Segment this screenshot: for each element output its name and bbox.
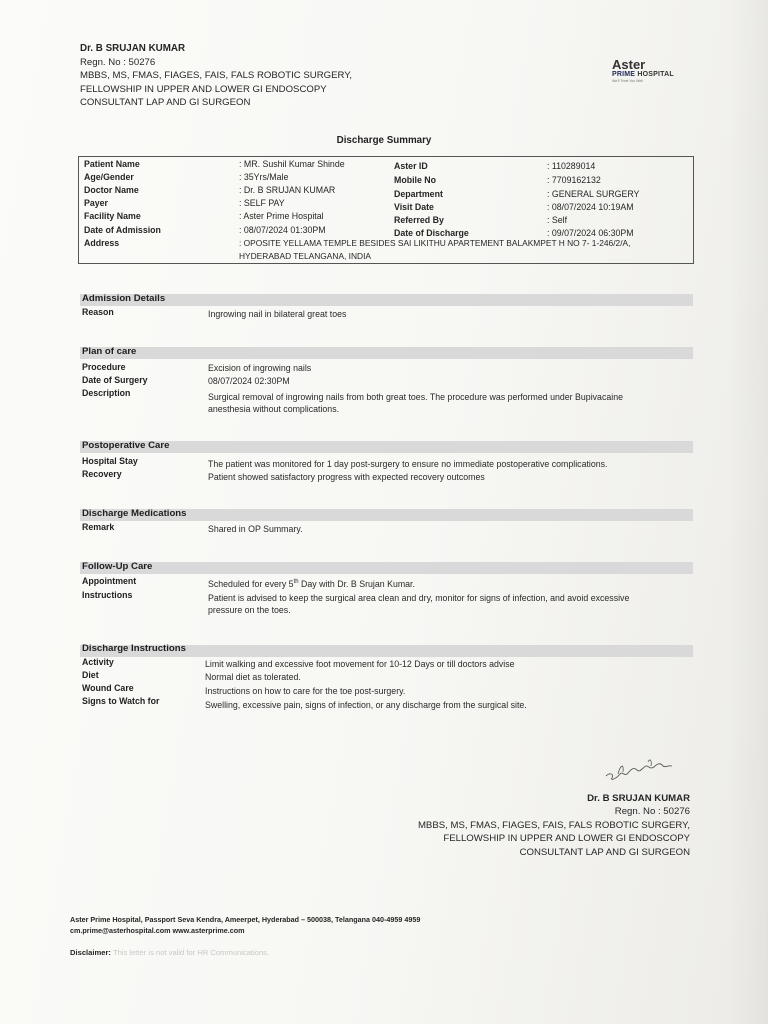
medications-section-title: Discharge Medications [82, 508, 187, 519]
instructions-value-line-1: Patient is advised to keep the surgical area clean and dry, monitor for signs of infection, and avoid excessive [208, 593, 630, 603]
postop-section-title: Postoperative Care [82, 440, 170, 451]
appointment-text-start: Scheduled for every 5 [208, 578, 294, 589]
doctor-regn: Regn. No : 50276 [80, 56, 156, 68]
logo-prime: PRIME [612, 71, 636, 78]
disclaimer [70, 948, 269, 957]
doctor-name-label: Doctor Name [84, 185, 139, 195]
age-gender-label: Age/Gender [84, 172, 134, 182]
surgery-date-value: 08/07/2024 02:30PM [208, 376, 290, 386]
description-label: Description [82, 388, 131, 398]
admission-section-bar [80, 294, 693, 306]
footer-address-line: Aster Prime Hospital, Passport Seva Kendra, Ameerpet, Hyderabad – 500038, Telangana 040-4959 4959 [70, 915, 421, 924]
remark-label: Remark [82, 522, 115, 532]
discharge-date-label: Date of Discharge [394, 228, 469, 238]
department-label: Department [394, 189, 443, 199]
appointment-superscript: th [293, 579, 299, 585]
recovery-value: Patient showed satisfactory progress with expected recovery outcomes [208, 472, 485, 482]
procedure-label: Procedure [82, 362, 126, 372]
patient-name-label: Patient Name [84, 159, 140, 169]
logo-hospital: HOSPITAL [637, 71, 674, 78]
doctor-qualification-3: CONSULTANT LAP AND GI SURGEON [80, 97, 251, 109]
signature-qualification-2: FELLOWSHIP IN UPPER AND LOWER GI ENDOSCOPY [443, 833, 690, 845]
recovery-label: Recovery [82, 469, 122, 479]
mobile-label: Mobile No [394, 175, 437, 185]
address-label: Address [84, 238, 120, 248]
logo-tagline: We'll Treat You Well [612, 79, 643, 83]
signature-block [418, 792, 690, 859]
footer-contact-line: cm.prime@asterhospital.com www.asterprime.com [70, 926, 245, 935]
facility-label: Facility Name [84, 211, 141, 221]
payer-value: : SELF PAY [239, 198, 285, 208]
signature-qualification-1: MBBS, MS, FMAS, FIAGES, FAIS, FALS ROBOTIC SURGERY, [417, 819, 690, 831]
appointment-value [208, 576, 678, 590]
discharge-section-title: Discharge Instructions [82, 643, 186, 654]
description-value-line-1: Surgical removal of ingrowing nails from both great toes. The procedure was performed under Bupivacaine [208, 392, 623, 402]
doctor-name: Dr. B SRUJAN KUMAR [80, 43, 186, 54]
signature-qualification-3: CONSULTANT LAP AND GI SURGEON [519, 846, 690, 858]
doctor-qualification-1: MBBS, MS, FMAS, FIAGES, FAIS, FALS ROBOTIC SURGERY, [80, 70, 353, 82]
description-value-line-2: anesthesia without complications. [208, 404, 340, 414]
referred-by-label: Referred By [394, 215, 444, 225]
signature-image [600, 752, 680, 786]
address-value-line-2: HYDERABAD TELANGANA, INDIA [239, 251, 372, 261]
mobile-value: : 7709162132 [547, 175, 601, 185]
age-gender-value: : 35Yrs/Male [239, 172, 289, 182]
disclaimer-label: Disclaimer: [70, 948, 111, 957]
admission-date-label: Date of Admission [84, 225, 161, 235]
appointment-label: Appointment [82, 576, 137, 586]
diet-label: Diet [82, 670, 99, 680]
doctor-qualification-2: FELLOWSHIP IN UPPER AND LOWER GI ENDOSCOPY [80, 83, 327, 95]
procedure-value: Excision of ingrowing nails [208, 363, 312, 373]
reason-value: Ingrowing nail in bilateral great toes [208, 309, 347, 319]
appointment-text-end: Day with Dr. B Srujan Kumar. [298, 578, 415, 589]
doctor-header [80, 42, 352, 110]
aster-id-label: Aster ID [394, 161, 428, 171]
followup-section-title: Follow-Up Care [82, 561, 153, 572]
payer-label: Payer [84, 198, 108, 208]
admission-date-value: : 08/07/2024 01:30PM [239, 225, 326, 235]
department-value: : GENERAL SURGERY [547, 189, 640, 199]
wound-care-label: Wound Care [82, 683, 134, 693]
signature-doctor-name: Dr. B SRUJAN KUMAR [587, 793, 690, 804]
instructions-value-line-2: pressure on the toes. [208, 605, 291, 615]
reason-label: Reason [82, 307, 114, 317]
plan-section-title: Plan of care [82, 346, 137, 357]
facility-value: : Aster Prime Hospital [239, 211, 324, 221]
discharge-date-value: : 09/07/2024 06:30PM [547, 228, 634, 238]
diet-value: Normal diet as tolerated. [205, 672, 301, 682]
postop-section-bar [80, 441, 693, 453]
visit-date-value: : 08/07/2024 10:19AM [547, 202, 634, 212]
disclaimer-text: This letter is not valid for HR Communications. [112, 948, 270, 957]
hospital-logo [612, 58, 692, 83]
signs-value: Swelling, excessive pain, signs of infection, or any discharge from the surgical site. [205, 700, 527, 710]
patient-name-value: : MR. Sushil Kumar Shinde [239, 159, 345, 169]
hospital-stay-label: Hospital Stay [82, 456, 138, 466]
remark-value: Shared in OP Summary. [208, 524, 303, 534]
instructions-label: Instructions [82, 590, 133, 600]
plan-section-bar [80, 347, 693, 359]
admission-section-title: Admission Details [82, 293, 166, 304]
visit-date-label: Visit Date [394, 202, 434, 212]
signs-label: Signs to Watch for [82, 696, 160, 706]
followup-section-bar [80, 562, 693, 574]
activity-value: Limit walking and excessive foot movement for 10-12 Days or till doctors advise [205, 659, 515, 669]
activity-label: Activity [82, 657, 114, 667]
referred-by-value: : Self [547, 215, 568, 225]
logo-subtitle [612, 71, 692, 78]
aster-id-value: : 110289014 [547, 161, 596, 171]
hospital-stay-value: The patient was monitored for 1 day post-surgery to ensure no immediate postoperative complications. [208, 459, 608, 469]
surgery-date-label: Date of Surgery [82, 375, 148, 385]
page-title: Discharge Summary [336, 135, 432, 146]
signature-regn: Regn. No : 50276 [614, 806, 690, 818]
address-value-line-1: : OPOSITE YELLAMA TEMPLE BESIDES SAI LIKITHU APARTEMENT BALAKMPET H NO 7- 1-246/2/A, [239, 238, 631, 248]
page-shadow [728, 0, 768, 1024]
logo-brand: Aster [612, 57, 646, 72]
footer-address [70, 914, 420, 936]
doctor-name-value: : Dr. B SRUJAN KUMAR [239, 185, 336, 195]
wound-care-value: Instructions on how to care for the toe post-surgery. [205, 686, 406, 696]
